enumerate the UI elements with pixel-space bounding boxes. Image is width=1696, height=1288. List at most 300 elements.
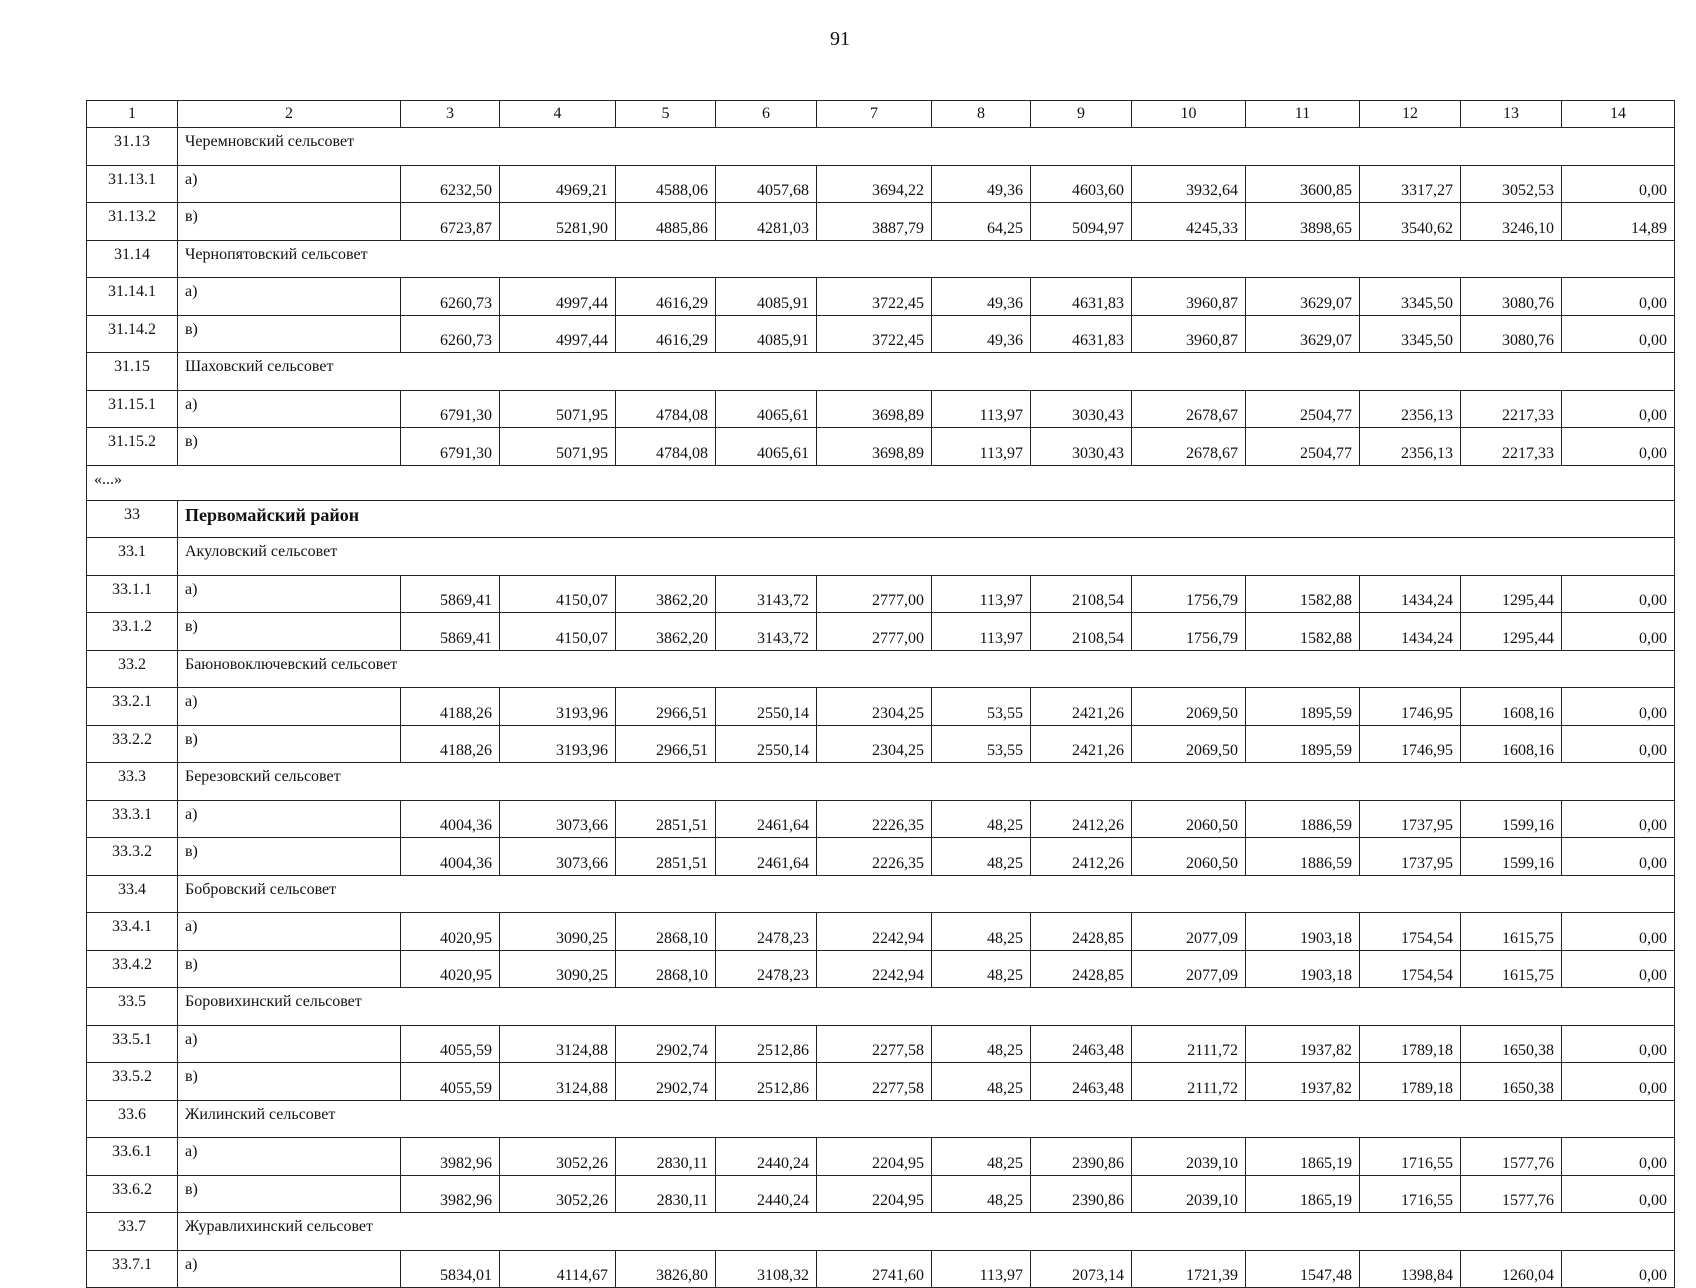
value-cell: 2902,74 [616, 1025, 716, 1063]
value-cell: 2851,51 [616, 800, 716, 838]
table-row [87, 613, 1675, 651]
row-label: в) [178, 725, 401, 763]
value-cell: 1737,95 [1360, 800, 1461, 838]
district-title: Первомайский район [178, 500, 1675, 538]
value-cell: 2421,26 [1031, 725, 1132, 763]
value-cell: 3124,88 [500, 1063, 616, 1101]
value-cell: 0,00 [1562, 1063, 1675, 1101]
row-code: 33.4.2 [87, 950, 178, 988]
value-cell: 3826,80 [616, 1250, 716, 1288]
section-row [87, 353, 1675, 391]
value-cell: 3317,27 [1360, 165, 1461, 203]
row-label: а) [178, 1250, 401, 1288]
value-cell: 2277,58 [817, 1025, 932, 1063]
value-cell: 2678,67 [1132, 428, 1246, 466]
value-cell: 2204,95 [817, 1175, 932, 1213]
value-cell: 2242,94 [817, 913, 932, 951]
row-label: а) [178, 165, 401, 203]
value-cell: 2217,33 [1461, 390, 1562, 428]
value-cell: 2678,67 [1132, 390, 1246, 428]
value-cell: 3143,72 [716, 613, 817, 651]
row-code: 33.3 [87, 763, 178, 801]
value-cell: 3052,26 [500, 1175, 616, 1213]
row-code: 33.6 [87, 1100, 178, 1138]
value-cell: 48,25 [932, 950, 1031, 988]
header-cell: 12 [1360, 101, 1461, 128]
table-row [87, 913, 1675, 951]
value-cell: 2421,26 [1031, 688, 1132, 726]
value-cell: 4065,61 [716, 390, 817, 428]
value-cell: 3722,45 [817, 315, 932, 353]
value-cell: 64,25 [932, 203, 1031, 241]
header-cell: 11 [1246, 101, 1360, 128]
section-title: Черемновский сельсовет [178, 128, 1675, 166]
value-cell: 1746,95 [1360, 688, 1461, 726]
value-cell: 1937,82 [1246, 1063, 1360, 1101]
value-cell: 1895,59 [1246, 725, 1360, 763]
header-cell: 6 [716, 101, 817, 128]
row-code: 33.7.1 [87, 1250, 178, 1288]
value-cell: 1599,16 [1461, 800, 1562, 838]
value-cell: 2226,35 [817, 800, 932, 838]
value-cell: 1716,55 [1360, 1175, 1461, 1213]
value-cell: 0,00 [1562, 688, 1675, 726]
section-title: Березовский сельсовет [178, 763, 1675, 801]
value-cell: 49,36 [932, 278, 1031, 316]
value-cell: 0,00 [1562, 950, 1675, 988]
value-cell: 4588,06 [616, 165, 716, 203]
value-cell: 1737,95 [1360, 838, 1461, 876]
value-cell: 4150,07 [500, 575, 616, 613]
value-cell: 3722,45 [817, 278, 932, 316]
value-cell: 4188,26 [401, 725, 500, 763]
value-cell: 49,36 [932, 315, 1031, 353]
value-cell: 1582,88 [1246, 575, 1360, 613]
value-cell: 2412,26 [1031, 838, 1132, 876]
value-cell: 2111,72 [1132, 1025, 1246, 1063]
value-cell: 113,97 [932, 613, 1031, 651]
value-cell: 3052,53 [1461, 165, 1562, 203]
value-cell: 2277,58 [817, 1063, 932, 1101]
value-cell: 1650,38 [1461, 1025, 1562, 1063]
value-cell: 3862,20 [616, 613, 716, 651]
header-cell: 10 [1132, 101, 1246, 128]
value-cell: 2902,74 [616, 1063, 716, 1101]
row-code: 33.3.2 [87, 838, 178, 876]
value-cell: 1599,16 [1461, 838, 1562, 876]
table-row [87, 315, 1675, 353]
row-label: а) [178, 575, 401, 613]
value-cell: 4616,29 [616, 278, 716, 316]
district-row [87, 500, 1675, 538]
value-cell: 2304,25 [817, 688, 932, 726]
value-cell: 5869,41 [401, 613, 500, 651]
value-cell: 3960,87 [1132, 315, 1246, 353]
header-cell: 8 [932, 101, 1031, 128]
ellipsis-text: «...» [87, 465, 1675, 500]
value-cell: 3073,66 [500, 838, 616, 876]
value-cell: 3108,32 [716, 1250, 817, 1288]
value-cell: 2304,25 [817, 725, 932, 763]
value-cell: 2550,14 [716, 725, 817, 763]
table-row [87, 203, 1675, 241]
row-code: 31.15.1 [87, 390, 178, 428]
value-cell: 5094,97 [1031, 203, 1132, 241]
table-row [87, 428, 1675, 466]
value-cell: 2504,77 [1246, 428, 1360, 466]
row-label: в) [178, 1175, 401, 1213]
value-cell: 0,00 [1562, 278, 1675, 316]
value-cell: 2226,35 [817, 838, 932, 876]
value-cell: 1789,18 [1360, 1063, 1461, 1101]
value-cell: 0,00 [1562, 390, 1675, 428]
value-cell: 3600,85 [1246, 165, 1360, 203]
value-cell: 2830,11 [616, 1138, 716, 1176]
value-cell: 49,36 [932, 165, 1031, 203]
value-cell: 3694,22 [817, 165, 932, 203]
value-cell: 5869,41 [401, 575, 500, 613]
value-cell: 2777,00 [817, 575, 932, 613]
value-cell: 5281,90 [500, 203, 616, 241]
value-cell: 6260,73 [401, 315, 500, 353]
row-label: в) [178, 950, 401, 988]
value-cell: 113,97 [932, 390, 1031, 428]
value-cell: 2428,85 [1031, 950, 1132, 988]
value-cell: 4885,86 [616, 203, 716, 241]
row-label: в) [178, 428, 401, 466]
row-label: а) [178, 390, 401, 428]
value-cell: 2069,50 [1132, 725, 1246, 763]
value-cell: 2217,33 [1461, 428, 1562, 466]
value-cell: 4057,68 [716, 165, 817, 203]
value-cell: 2412,26 [1031, 800, 1132, 838]
row-code: 33.6.2 [87, 1175, 178, 1213]
value-cell: 2777,00 [817, 613, 932, 651]
table-row [87, 1025, 1675, 1063]
value-cell: 3143,72 [716, 575, 817, 613]
value-cell: 1756,79 [1132, 613, 1246, 651]
value-cell: 4784,08 [616, 428, 716, 466]
value-cell: 3080,76 [1461, 315, 1562, 353]
value-cell: 3030,43 [1031, 428, 1132, 466]
value-cell: 2550,14 [716, 688, 817, 726]
row-label: а) [178, 688, 401, 726]
section-row [87, 650, 1675, 688]
value-cell: 4616,29 [616, 315, 716, 353]
value-cell: 2069,50 [1132, 688, 1246, 726]
page-number: 91 [830, 28, 850, 50]
value-cell: 3345,50 [1360, 315, 1461, 353]
value-cell: 3932,64 [1132, 165, 1246, 203]
table-row [87, 800, 1675, 838]
value-cell: 2077,09 [1132, 913, 1246, 951]
value-cell: 4020,95 [401, 950, 500, 988]
value-cell: 0,00 [1562, 1025, 1675, 1063]
value-cell: 2428,85 [1031, 913, 1132, 951]
value-cell: 2512,86 [716, 1063, 817, 1101]
value-cell: 4603,60 [1031, 165, 1132, 203]
value-cell: 0,00 [1562, 1250, 1675, 1288]
section-row [87, 763, 1675, 801]
section-title: Шаховский сельсовет [178, 353, 1675, 391]
value-cell: 1937,82 [1246, 1025, 1360, 1063]
value-cell: 4055,59 [401, 1025, 500, 1063]
value-cell: 48,25 [932, 1025, 1031, 1063]
value-cell: 3629,07 [1246, 278, 1360, 316]
row-label: в) [178, 613, 401, 651]
header-cell: 4 [500, 101, 616, 128]
value-cell: 3124,88 [500, 1025, 616, 1063]
section-title: Боровихинский сельсовет [178, 988, 1675, 1026]
value-cell: 1865,19 [1246, 1138, 1360, 1176]
value-cell: 1434,24 [1360, 575, 1461, 613]
value-cell: 6260,73 [401, 278, 500, 316]
row-label: а) [178, 1138, 401, 1176]
value-cell: 48,25 [932, 800, 1031, 838]
value-cell: 5071,95 [500, 428, 616, 466]
row-code: 33.5.1 [87, 1025, 178, 1063]
value-cell: 48,25 [932, 1063, 1031, 1101]
row-code: 33.2 [87, 650, 178, 688]
value-cell: 2830,11 [616, 1175, 716, 1213]
value-cell: 1295,44 [1461, 575, 1562, 613]
row-code: 31.13 [87, 128, 178, 166]
row-label: а) [178, 800, 401, 838]
row-label: в) [178, 315, 401, 353]
value-cell: 2073,14 [1031, 1250, 1132, 1288]
value-cell: 48,25 [932, 1138, 1031, 1176]
table-row [87, 1138, 1675, 1176]
value-cell: 2390,86 [1031, 1175, 1132, 1213]
value-cell: 53,55 [932, 688, 1031, 726]
value-cell: 2868,10 [616, 913, 716, 951]
section-row [87, 1100, 1675, 1138]
value-cell: 3090,25 [500, 913, 616, 951]
value-cell: 1716,55 [1360, 1138, 1461, 1176]
value-cell: 2204,95 [817, 1138, 932, 1176]
row-code: 31.14.2 [87, 315, 178, 353]
row-label: а) [178, 913, 401, 951]
header-cell: 2 [178, 101, 401, 128]
value-cell: 4114,67 [500, 1250, 616, 1288]
value-cell: 113,97 [932, 1250, 1031, 1288]
value-cell: 2108,54 [1031, 575, 1132, 613]
tariff-table [86, 100, 1675, 1288]
section-title: Жилинский сельсовет [178, 1100, 1675, 1138]
row-code: 33.5 [87, 988, 178, 1026]
row-code: 31.13.1 [87, 165, 178, 203]
value-cell: 0,00 [1562, 1138, 1675, 1176]
table-body [87, 101, 1675, 1288]
table-row [87, 278, 1675, 316]
value-cell: 0,00 [1562, 613, 1675, 651]
row-code: 33.1.2 [87, 613, 178, 651]
value-cell: 2242,94 [817, 950, 932, 988]
value-cell: 4969,21 [500, 165, 616, 203]
value-cell: 3080,76 [1461, 278, 1562, 316]
value-cell: 1582,88 [1246, 613, 1360, 651]
row-code: 31.14 [87, 240, 178, 278]
row-label: в) [178, 1063, 401, 1101]
value-cell: 4997,44 [500, 278, 616, 316]
value-cell: 3629,07 [1246, 315, 1360, 353]
table-row [87, 838, 1675, 876]
value-cell: 53,55 [932, 725, 1031, 763]
value-cell: 4085,91 [716, 278, 817, 316]
row-code: 33.6.1 [87, 1138, 178, 1176]
header-cell: 9 [1031, 101, 1132, 128]
value-cell: 1721,39 [1132, 1250, 1246, 1288]
value-cell: 2356,13 [1360, 428, 1461, 466]
table-row [87, 575, 1675, 613]
value-cell: 4245,33 [1132, 203, 1246, 241]
value-cell: 4188,26 [401, 688, 500, 726]
row-label: а) [178, 278, 401, 316]
value-cell: 0,00 [1562, 428, 1675, 466]
table-row [87, 390, 1675, 428]
section-title: Чернопятовский сельсовет [178, 240, 1675, 278]
value-cell: 1886,59 [1246, 838, 1360, 876]
value-cell: 1608,16 [1461, 688, 1562, 726]
value-cell: 4065,61 [716, 428, 817, 466]
value-cell: 1886,59 [1246, 800, 1360, 838]
row-code: 33.1 [87, 538, 178, 576]
value-cell: 1434,24 [1360, 613, 1461, 651]
row-code: 33.4.1 [87, 913, 178, 951]
value-cell: 3698,89 [817, 390, 932, 428]
value-cell: 3982,96 [401, 1175, 500, 1213]
value-cell: 2440,24 [716, 1175, 817, 1213]
value-cell: 3345,50 [1360, 278, 1461, 316]
section-row [87, 988, 1675, 1026]
row-code: 33 [87, 500, 178, 538]
value-cell: 4004,36 [401, 800, 500, 838]
value-cell: 1789,18 [1360, 1025, 1461, 1063]
value-cell: 2478,23 [716, 950, 817, 988]
value-cell: 3193,96 [500, 725, 616, 763]
table-row [87, 725, 1675, 763]
value-cell: 1903,18 [1246, 950, 1360, 988]
value-cell: 1903,18 [1246, 913, 1360, 951]
section-row [87, 240, 1675, 278]
value-cell: 0,00 [1562, 838, 1675, 876]
value-cell: 0,00 [1562, 575, 1675, 613]
value-cell: 3030,43 [1031, 390, 1132, 428]
value-cell: 1754,54 [1360, 913, 1461, 951]
value-cell: 3052,26 [500, 1138, 616, 1176]
value-cell: 1746,95 [1360, 725, 1461, 763]
value-cell: 3540,62 [1360, 203, 1461, 241]
table-header-row [87, 101, 1675, 128]
section-title: Акуловский сельсовет [178, 538, 1675, 576]
table-row [87, 1175, 1675, 1213]
value-cell: 2966,51 [616, 725, 716, 763]
value-cell: 1895,59 [1246, 688, 1360, 726]
value-cell: 3982,96 [401, 1138, 500, 1176]
row-code: 33.4 [87, 875, 178, 913]
value-cell: 2868,10 [616, 950, 716, 988]
section-row [87, 538, 1675, 576]
ellipsis-row [87, 465, 1675, 500]
value-cell: 1577,76 [1461, 1138, 1562, 1176]
value-cell: 4784,08 [616, 390, 716, 428]
row-code: 33.7 [87, 1213, 178, 1251]
value-cell: 113,97 [932, 428, 1031, 466]
section-row [87, 875, 1675, 913]
header-cell: 5 [616, 101, 716, 128]
value-cell: 6791,30 [401, 428, 500, 466]
value-cell: 2504,77 [1246, 390, 1360, 428]
table-row [87, 950, 1675, 988]
value-cell: 2111,72 [1132, 1063, 1246, 1101]
row-code: 33.3.1 [87, 800, 178, 838]
row-code: 33.5.2 [87, 1063, 178, 1101]
section-title: Бобровский сельсовет [178, 875, 1675, 913]
value-cell: 0,00 [1562, 1175, 1675, 1213]
value-cell: 3073,66 [500, 800, 616, 838]
value-cell: 2440,24 [716, 1138, 817, 1176]
section-row [87, 128, 1675, 166]
value-cell: 1260,04 [1461, 1250, 1562, 1288]
value-cell: 2463,48 [1031, 1063, 1132, 1101]
value-cell: 2463,48 [1031, 1025, 1132, 1063]
header-cell: 14 [1562, 101, 1675, 128]
table-row [87, 1250, 1675, 1288]
value-cell: 2108,54 [1031, 613, 1132, 651]
value-cell: 4004,36 [401, 838, 500, 876]
section-title: Баюновоключевский сельсовет [178, 650, 1675, 688]
value-cell: 6232,50 [401, 165, 500, 203]
value-cell: 0,00 [1562, 725, 1675, 763]
value-cell: 5834,01 [401, 1250, 500, 1288]
header-cell: 13 [1461, 101, 1562, 128]
row-label: в) [178, 203, 401, 241]
value-cell: 48,25 [932, 913, 1031, 951]
value-cell: 2512,86 [716, 1025, 817, 1063]
value-cell: 3960,87 [1132, 278, 1246, 316]
value-cell: 2741,60 [817, 1250, 932, 1288]
value-cell: 3090,25 [500, 950, 616, 988]
header-cell: 3 [401, 101, 500, 128]
value-cell: 1615,75 [1461, 913, 1562, 951]
row-label: в) [178, 838, 401, 876]
value-cell: 2478,23 [716, 913, 817, 951]
value-cell: 4997,44 [500, 315, 616, 353]
table-row [87, 165, 1675, 203]
table-row [87, 1063, 1675, 1101]
value-cell: 48,25 [932, 838, 1031, 876]
row-label: а) [178, 1025, 401, 1063]
value-cell: 2060,50 [1132, 838, 1246, 876]
value-cell: 3246,10 [1461, 203, 1562, 241]
value-cell: 2966,51 [616, 688, 716, 726]
value-cell: 1650,38 [1461, 1063, 1562, 1101]
value-cell: 4085,91 [716, 315, 817, 353]
value-cell: 2039,10 [1132, 1138, 1246, 1176]
value-cell: 0,00 [1562, 913, 1675, 951]
value-cell: 4150,07 [500, 613, 616, 651]
value-cell: 1756,79 [1132, 575, 1246, 613]
value-cell: 1865,19 [1246, 1175, 1360, 1213]
value-cell: 4631,83 [1031, 278, 1132, 316]
value-cell: 4020,95 [401, 913, 500, 951]
value-cell: 3898,65 [1246, 203, 1360, 241]
value-cell: 1577,76 [1461, 1175, 1562, 1213]
row-code: 31.14.1 [87, 278, 178, 316]
value-cell: 0,00 [1562, 165, 1675, 203]
value-cell: 1398,84 [1360, 1250, 1461, 1288]
value-cell: 0,00 [1562, 800, 1675, 838]
